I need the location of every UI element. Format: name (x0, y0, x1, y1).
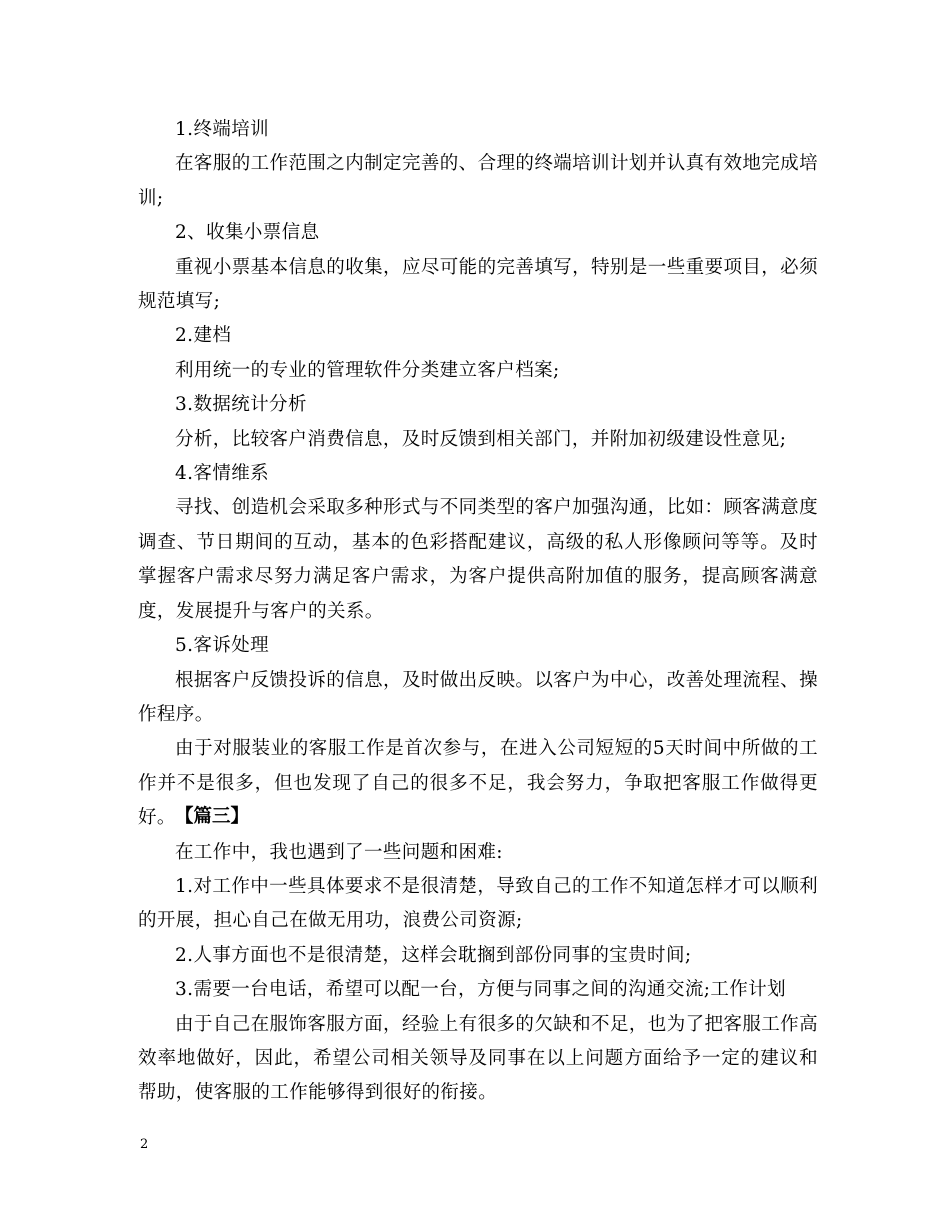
paragraph: 在工作中，我也遇到了一些问题和困难: (175, 841, 503, 863)
paragraph: 2、收集小票信息 (175, 222, 320, 244)
paragraph: 利用统一的专业的管理软件分类建立客户档案; (175, 359, 560, 381)
page-number: 2 (140, 1137, 149, 1152)
paragraph: 由于对服装业的客服工作是首次参与，在进入公司短短的5天时间中所做的工作并不是很多，但也发现了自己的很多不足，我会努力，争取把客服工作做得更好。 (138, 738, 818, 829)
section-heading: 【篇三】 (175, 806, 250, 827)
paragraph: 由于自己在服饰客服方面，经验上有很多的欠缺和不足，也为了把客服工作高效率地做好，因此，希望公司相关领导及同事在以上问题方面给予一定的建议和帮助，使客服的工作能够得到很好的衔接。 (138, 1013, 818, 1104)
paragraph: 4.客情维系 (175, 463, 270, 485)
paragraph: 2.建档 (175, 325, 232, 347)
paragraph: 1.对工作中一些具体要求不是很清楚，导致自己的工作不知道怎样才可以顺利的开展，担心自己在做无用功，浪费公司资源; (138, 875, 818, 932)
paragraph: 2.人事方面也不是很清楚，这样会耽搁到部份同事的宝贵时间; (175, 944, 692, 966)
paragraph: 在客服的工作范围之内制定完善的、合理的终端培训计划并认真有效地完成培训; (138, 153, 818, 209)
paragraph: 3.需要一台电话，希望可以配一台，方便与同事之间的沟通交流;工作计划 (175, 979, 786, 1001)
paragraph: 根据客户反馈投诉的信息，及时做出反映。以客户为中心，改善处理流程、操作程序。 (138, 669, 818, 725)
paragraph: 分析，比较客户消费信息，及时反馈到相关部门，并附加初级建设性意见; (175, 428, 787, 450)
document-body (138, 113, 818, 1111)
paragraph: 重视小票基本信息的收集，应尽可能的完善填写，特别是一些重要项目，必须规范填写; (138, 256, 818, 313)
paragraph: 3.数据统计分析 (175, 394, 307, 416)
paragraph: 寻找、创造机会采取多种形式与不同类型的客户加强沟通，比如：顾客满意度调查、节日期间的互动，基本的色彩搭配建议，高级的私人形像顾问等等。及时掌握客户需求尽努力满足客户需求，为客户提供高附加值的服务，提高顾客满意度，发展提升与客户的关系。 (138, 497, 818, 622)
paragraph: 1.终端培训 (175, 119, 270, 140)
paragraph: 5.客诉处理 (175, 635, 270, 657)
